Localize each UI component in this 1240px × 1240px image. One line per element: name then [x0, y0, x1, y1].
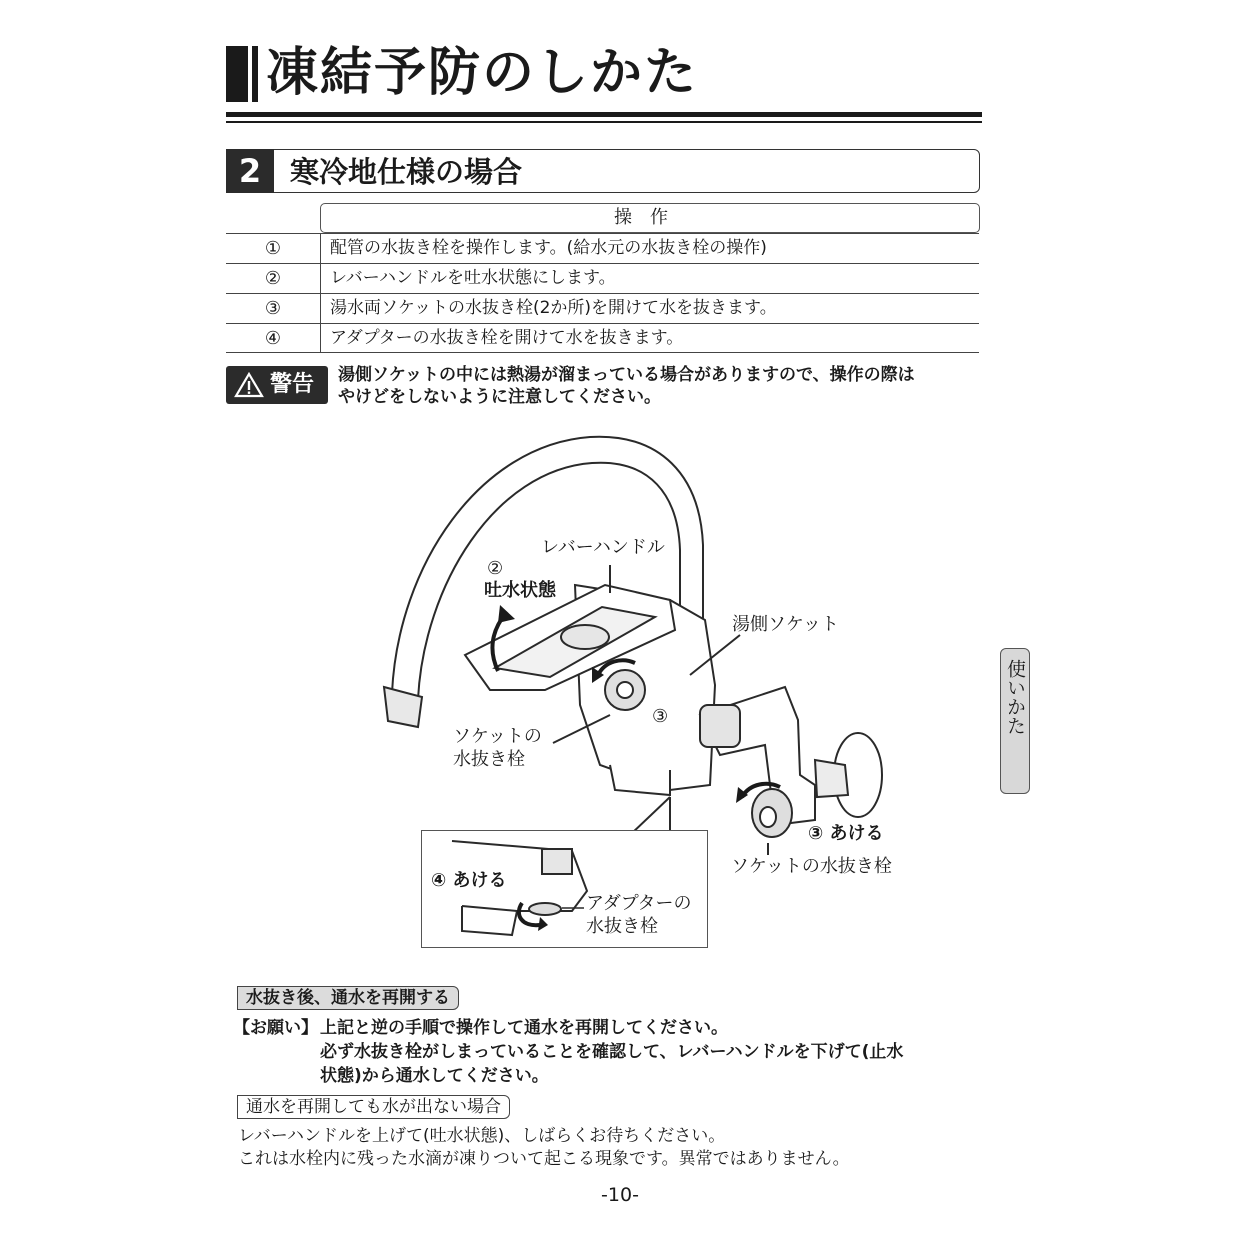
- spout-nozzle: [384, 687, 422, 727]
- side-tab-usage[interactable]: [1000, 648, 1030, 794]
- table-row: [226, 233, 979, 263]
- step-number: ④: [264, 328, 282, 349]
- warning-text-line1: 湯側ソケットの中には熱湯が溜まっている場合がありますので、操作の際は: [338, 365, 915, 385]
- label-socket-drain-line1: ソケットの: [453, 726, 542, 747]
- step-text: 配管の水抜き栓を操作します。(給水元の水抜き栓の操作): [320, 234, 767, 263]
- table-row: [226, 263, 979, 293]
- table-header: 操作: [320, 203, 980, 233]
- resume-line3: 状態)から通水してください。: [320, 1066, 549, 1086]
- no-water-heading: 通水を再開しても水が出ない場合: [237, 1095, 510, 1119]
- table-row: [226, 293, 979, 323]
- table-bottom-rule: [226, 352, 979, 353]
- warning-badge: [226, 366, 328, 404]
- step-number: ②: [264, 268, 282, 289]
- section-title: 寒冷地仕様の場合: [290, 155, 523, 189]
- title-bar-mark-thin: [252, 46, 258, 102]
- label-step4-open: ④ あける: [431, 870, 507, 891]
- label-lever-handle: レバーハンドル: [541, 537, 665, 558]
- table-row: [226, 323, 979, 353]
- side-tab-label: 使いかた: [1004, 659, 1026, 735]
- warning-label: 警告: [270, 372, 315, 397]
- warning-triangle-icon: [234, 372, 264, 398]
- warning-text-line2: やけどをしないように注意してください。: [338, 387, 661, 407]
- label-spout-state: 吐水状態: [484, 580, 556, 601]
- title-rule: [226, 112, 982, 117]
- label-step3-open: ③ あける: [808, 823, 884, 844]
- step-number: ③: [264, 298, 282, 319]
- page-number: -10-: [601, 1184, 639, 1206]
- page-title: 凍結予防のしかた: [266, 43, 699, 103]
- no-water-line2: これは水栓内に残った水滴が凍りついて起こる現象です。異常ではありません。: [238, 1149, 850, 1169]
- no-water-line1: レバーハンドルを上げて(吐水状態)、しばらくお待ちください。: [238, 1126, 726, 1146]
- section-number: 2: [226, 149, 274, 193]
- resume-line2: 必ず水抜き栓がしまっていることを確認して、レバーハンドルを下げて(止水: [320, 1042, 904, 1062]
- step-number: ①: [264, 238, 282, 259]
- label-socket-drain-full: ソケットの水抜き栓: [731, 856, 892, 877]
- label-step2-number: ②: [487, 558, 504, 579]
- resume-line1: 上記と逆の手順で操作して通水を再開してください。: [320, 1018, 728, 1038]
- note-label: 【お願い】: [233, 1018, 318, 1038]
- label-step3-small: ③: [652, 706, 669, 727]
- label-hot-socket: 湯側ソケット: [732, 614, 839, 635]
- title-bar-mark: [226, 46, 248, 102]
- label-adapter-drain-line1: アダプターの: [586, 893, 692, 914]
- step-text: アダプターの水抜き栓を開けて水を抜きます。: [320, 324, 683, 353]
- step-text: レバーハンドルを吐水状態にします。: [320, 264, 616, 293]
- resume-heading: 水抜き後、通水を再開する: [237, 986, 459, 1010]
- label-socket-drain-line2: 水抜き栓: [453, 749, 525, 770]
- label-adapter-drain-line2: 水抜き栓: [586, 916, 658, 937]
- step-text: 湯水両ソケットの水抜き栓(2か所)を開けて水を抜きます。: [320, 294, 777, 323]
- title-rule-thin: [226, 121, 982, 123]
